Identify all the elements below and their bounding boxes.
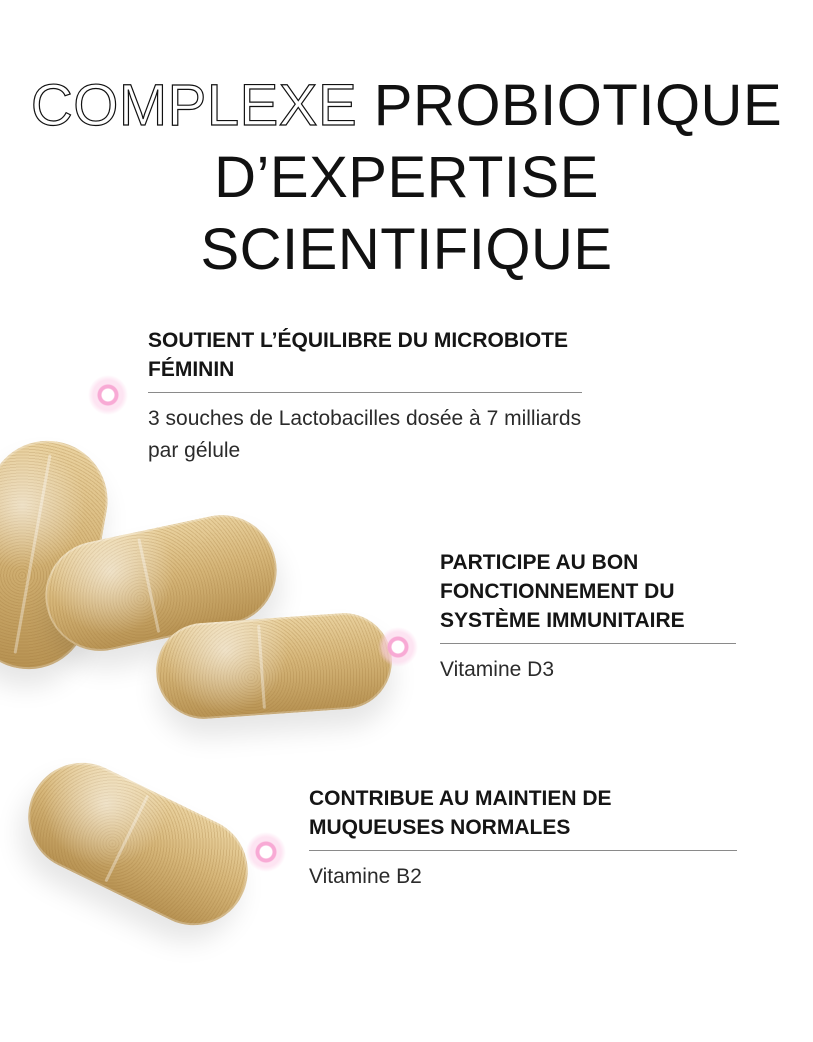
title-line-2-text: D’EXPERTISE SCIENTIFIQUE <box>200 145 613 282</box>
feature-detail: Vitamine B2 <box>309 865 422 888</box>
title-light-text: COMPLEXE <box>30 73 374 138</box>
pink-dot-marker <box>246 832 286 872</box>
feature-headline: CONTRIBUE AU MAINTIEN DE MUQUEUSES NORMALES <box>309 784 737 851</box>
feature-immunitaire <box>440 548 736 686</box>
pink-dot-marker <box>88 375 128 415</box>
title-line-1 <box>0 70 813 142</box>
feature-headline: SOUTIENT L’ÉQUILIBRE DU MICROBIOTE FÉMININ <box>148 326 582 393</box>
capsule-image <box>153 610 395 722</box>
feature-detail: 3 souches de Lactobacilles dosée à 7 milliards par gélule <box>148 407 582 462</box>
feature-headline: PARTICIPE AU BON FONCTIONNEMENT DU SYSTÈME IMMUNITAIRE <box>440 548 736 644</box>
title-bold-text: PROBIOTIQUE <box>373 73 783 138</box>
capsule-image <box>10 745 266 944</box>
feature-microbiote <box>148 326 582 467</box>
title-line-2 <box>0 142 813 286</box>
feature-muqueuses <box>309 784 737 893</box>
page-title <box>0 70 813 286</box>
pink-dot-marker <box>378 627 418 667</box>
feature-detail: Vitamine D3 <box>440 658 555 681</box>
